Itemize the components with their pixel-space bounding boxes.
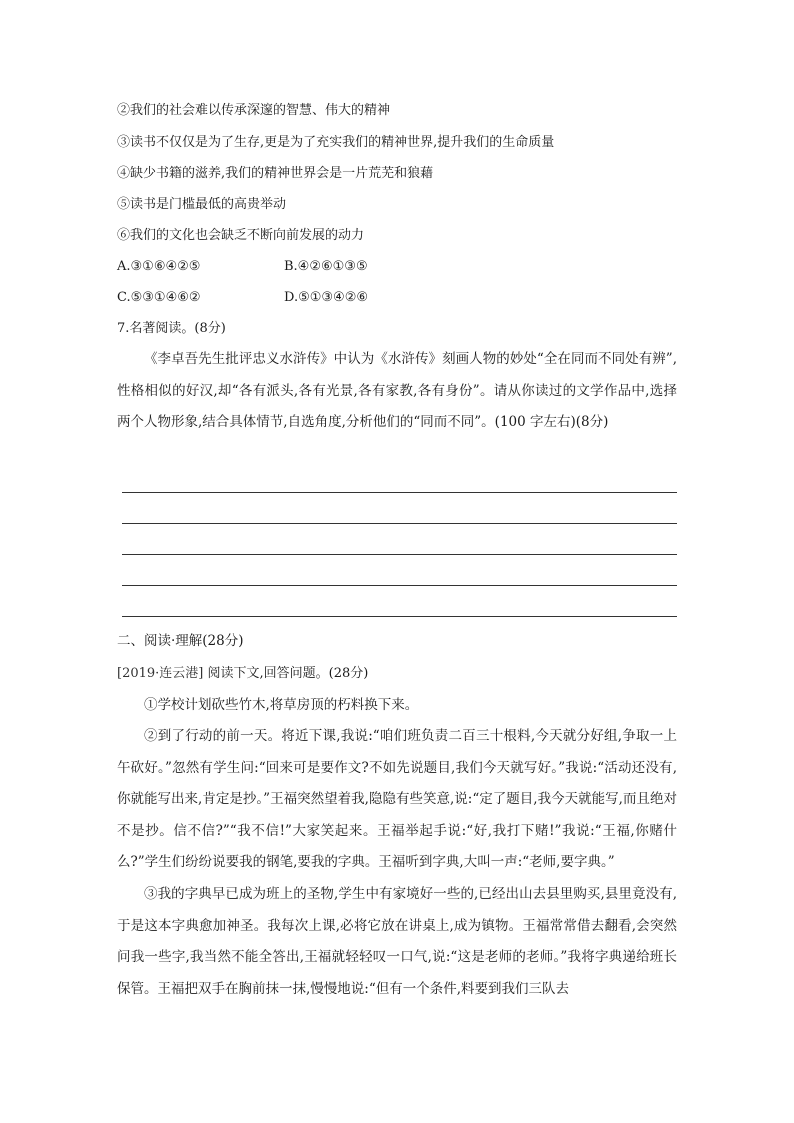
answer-line[interactable]: [122, 616, 677, 617]
section-2-instruction-line: [117, 665, 368, 683]
section-2-title: 二、阅读·理解(28分): [117, 633, 244, 649]
q6-item-5: ⑤读书是门槛最低的高贵举动: [117, 197, 287, 212]
answer-line[interactable]: [122, 554, 677, 555]
q6-item-2: ②我们的社会难以传承深邃的智慧、伟大的精神: [117, 103, 391, 118]
q6-item-3: ③读书不仅仅是为了生存,更是为了充实我们的精神世界,提升我们的生命质量: [117, 135, 555, 150]
q7-prompt: 《李卓吾先生批评忠义水浒传》中认为《水浒传》刻画人物的妙处“全在同而不同处有辨”,性格相似的好汉,却“各有派头,各有光景,各有家教,各有身份”。请从你读过的文学作品中,选择两个人物形象,结合具体情节,自选角度,分析他们的“同而不同”。(100 字左右)(8分): [117, 351, 677, 430]
source-tag: [2019·连云港]: [117, 666, 204, 681]
answer-line[interactable]: [122, 523, 677, 524]
q6-option-d: D.⑤①③④②⑥: [284, 290, 369, 305]
q6-item-4: ④缺少书籍的滋养,我们的精神世界会是一片荒芜和狼藉: [117, 166, 434, 181]
instruction-text: 阅读下文,回答问题。(28分): [207, 666, 369, 681]
answer-line[interactable]: [122, 585, 677, 586]
q7-title: 7.名著阅读。(8分): [117, 321, 226, 336]
q6-option-b: B.④②⑥①③⑤: [284, 259, 368, 274]
passage-paragraph-3: ③我的字典早已成为班上的圣物,学生中有家境好一些的,已经出山去县里购买,县里竟没有,于是这本字典愈加神圣。我每次上课,必将它放在讲桌上,成为镇物。王福常常借去翻看,会突然问我一些字,我当然不能全答出,王福就轻轻叹一口气,说:“这是老师的老师。”我将字典递给班长保管。王福把双手在胸前抹一抹,慢慢地说:“但有一个条件,料要到我们三队去: [117, 886, 677, 997]
q6-option-c: C.⑤③①④⑥②: [117, 290, 201, 305]
q6-item-6: ⑥我们的文化也会缺乏不断向前发展的动力: [117, 228, 365, 243]
answer-line[interactable]: [122, 492, 677, 493]
passage-paragraph-2: ②到了行动的前一天。将近下课,我说:“咱们班负责二百三十根料,今天就分好组,争取一上午砍好。”忽然有学生问:“回来可是要作文?不如先说题目,我们今天就写好。”我说:“活动还没有,你就能写出来,肯定是抄。”王福突然望着我,隐隐有些笑意,说:“定了题目,我今天就能写,而且绝对不是抄。信不信?”“我不信!”大家笑起来。王福举起手说:“好,我打下赌!”我说:“王福,你赌什么?”学生们纷纷说要我的钢笔,要我的字典。王福听到字典,大叫一声:“老师,要字典。”: [117, 728, 677, 870]
passage-paragraph-1: ①学校计划砍些竹木,将草房顶的朽料换下来。: [144, 697, 419, 713]
q6-option-a: A.③①⑥④②⑤: [117, 259, 201, 274]
